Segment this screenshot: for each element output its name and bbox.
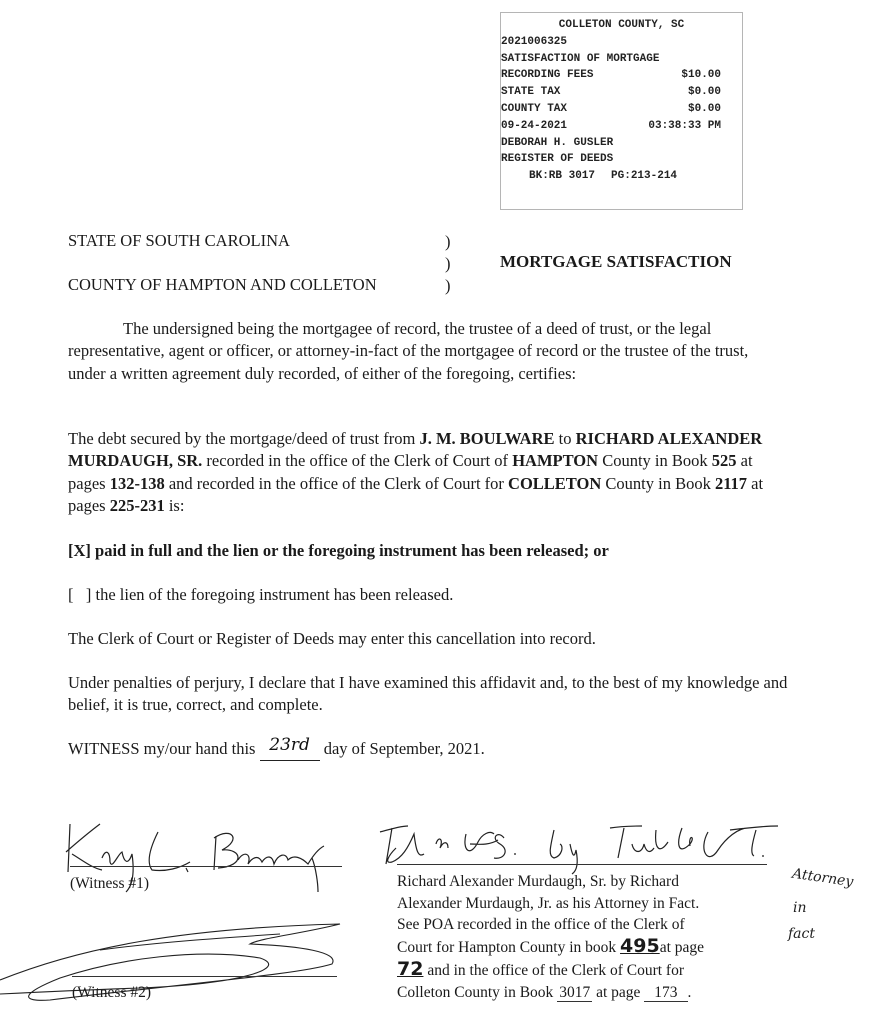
- stamp-fee-row: [501, 67, 742, 84]
- checkbox-lien-released[interactable]: [ ]: [68, 585, 92, 604]
- option-lien-released-text: the lien of the foregoing instrument has been released.: [95, 585, 454, 604]
- witness-line-text: WITNESS my/our hand this: [68, 739, 260, 758]
- witness-line-text: day of September, 2021.: [319, 739, 485, 758]
- debt-paragraph: [68, 428, 788, 518]
- margin-note-fact: fact: [788, 926, 815, 942]
- signer-line: Richard Alexander Murdaugh, Sr. by Richard: [397, 873, 679, 890]
- checkbox-paid-in-full[interactable]: [X]: [68, 541, 91, 560]
- signer-line: See POA recorded in the office of the Clerk of: [397, 916, 685, 934]
- stamp-page: PG:213-214: [611, 170, 678, 183]
- signer-line: .: [687, 983, 692, 1001]
- day-handwritten: 23rd: [269, 735, 310, 755]
- caption-paren: ): [445, 254, 451, 273]
- fee-amount: $0.00: [687, 102, 721, 115]
- caption-state: STATE OF SOUTH CAROLINA: [68, 231, 290, 250]
- mortgagee-name: RICHARD ALEXANDER MURDAUGH, SR.: [68, 429, 763, 471]
- text: is:: [164, 496, 185, 516]
- fee-amount: $10.00: [681, 69, 721, 82]
- caption-paren: ): [445, 276, 451, 295]
- fee-label: RECORDING FEES: [501, 69, 594, 82]
- fee-label: COUNTY TAX: [501, 102, 568, 115]
- witness1-label: (Witness #1): [70, 875, 150, 892]
- day-field[interactable]: [260, 735, 320, 761]
- document-title: MORTGAGE SATISFACTION: [500, 252, 732, 271]
- option-paid-in-full: [68, 540, 788, 562]
- option-lien-released: [68, 584, 788, 606]
- stamp-instrument-number: 2021006325: [501, 35, 568, 48]
- text: at pages: [68, 451, 753, 493]
- perjury-statement: Under penalties of perjury, I declare that I have examined this affidavit and, to the best of my knowledge and belief, it is true, correct, and complete.: [68, 673, 788, 715]
- text: and recorded in the office of the Clerk of Court for: [164, 473, 509, 493]
- signer-signature: [378, 820, 808, 875]
- hampton-poa-book[interactable]: 495: [620, 935, 660, 958]
- colleton-pages: 225-231: [109, 496, 165, 516]
- signer-block: [397, 871, 787, 1003]
- caption-county: COUNTY OF HAMPTON AND COLLETON: [68, 275, 377, 294]
- colleton-poa-book[interactable]: 3017: [559, 983, 591, 1001]
- clerk-note: The Clerk of Court or Register of Deeds may enter this cancellation into record.: [68, 629, 596, 648]
- fee-amount: $0.00: [687, 86, 721, 99]
- signer-line: at page: [659, 939, 705, 957]
- colleton-book: 2117: [714, 473, 748, 493]
- colleton-poa-page[interactable]: 173: [644, 984, 687, 1002]
- stamp-date: 09-24-2021: [501, 119, 568, 132]
- witness2-signature: [0, 918, 345, 1018]
- signer-signature-line: [397, 864, 767, 865]
- signer-line: Colleton County in Book: [397, 983, 558, 1001]
- margin-note-attorney: Attorney: [791, 865, 855, 891]
- county-hampton: HAMPTON: [512, 451, 599, 471]
- witness-date-line: [68, 735, 788, 761]
- fee-label: STATE TAX: [501, 86, 561, 99]
- witness2-signature-line: [72, 976, 337, 977]
- signer-line: Court for Hampton County in book: [397, 939, 621, 957]
- mortgagor-name: J. M. BOULWARE: [419, 429, 555, 448]
- witness2-label: (Witness #2): [72, 984, 152, 1001]
- caption-paren: ): [445, 232, 451, 251]
- intro-text: The undersigned being the mortgagee of record, the trustee of a deed of trust, or the legal representative, agent or officer, or attorney-in-fact of the mortgagee of record or the trustee of the trust, under a written agreement duly recorded, of either of the foregoing, certifies:: [68, 319, 749, 383]
- text: County in Book: [601, 473, 715, 493]
- stamp-fee-row: [501, 101, 742, 118]
- signer-line: Alexander Murdaugh, Jr. as his Attorney in Fact.: [397, 894, 700, 912]
- hampton-pages: 132-138: [109, 473, 165, 493]
- stamp-county: COLLETON COUNTY, SC: [558, 19, 685, 31]
- option-paid-in-full-text: paid in full and the lien or the foregoing instrument has been released; or: [95, 541, 609, 560]
- hampton-book: 525: [711, 451, 737, 471]
- recording-stamp: [500, 12, 743, 210]
- stamp-register-name: DEBORAH H. GUSLER: [501, 136, 614, 149]
- stamp-fee-row: [501, 84, 742, 101]
- stamp-book: BK:RB 3017: [529, 170, 596, 183]
- margin-note-in: in: [793, 900, 807, 916]
- text: County in Book: [598, 451, 712, 471]
- county-colleton: COLLETON: [508, 473, 602, 493]
- text: to: [554, 429, 576, 448]
- witness1-signature-line: [70, 866, 342, 867]
- text: at pages: [68, 473, 764, 516]
- stamp-time: 03:38:33 PM: [648, 119, 721, 132]
- intro-paragraph: [68, 318, 788, 385]
- text: The debt secured by the mortgage/deed of trust from: [68, 429, 420, 448]
- text: recorded in the office of the Clerk of Court of: [202, 451, 513, 471]
- signer-line: and in the office of the Clerk of Court for: [423, 961, 685, 979]
- signer-line: at page: [592, 983, 645, 1001]
- hampton-poa-page[interactable]: 72: [397, 957, 424, 980]
- stamp-document-type: SATISFACTION OF MORTGAGE: [501, 52, 660, 65]
- stamp-register-title: REGISTER OF DEEDS: [501, 153, 614, 166]
